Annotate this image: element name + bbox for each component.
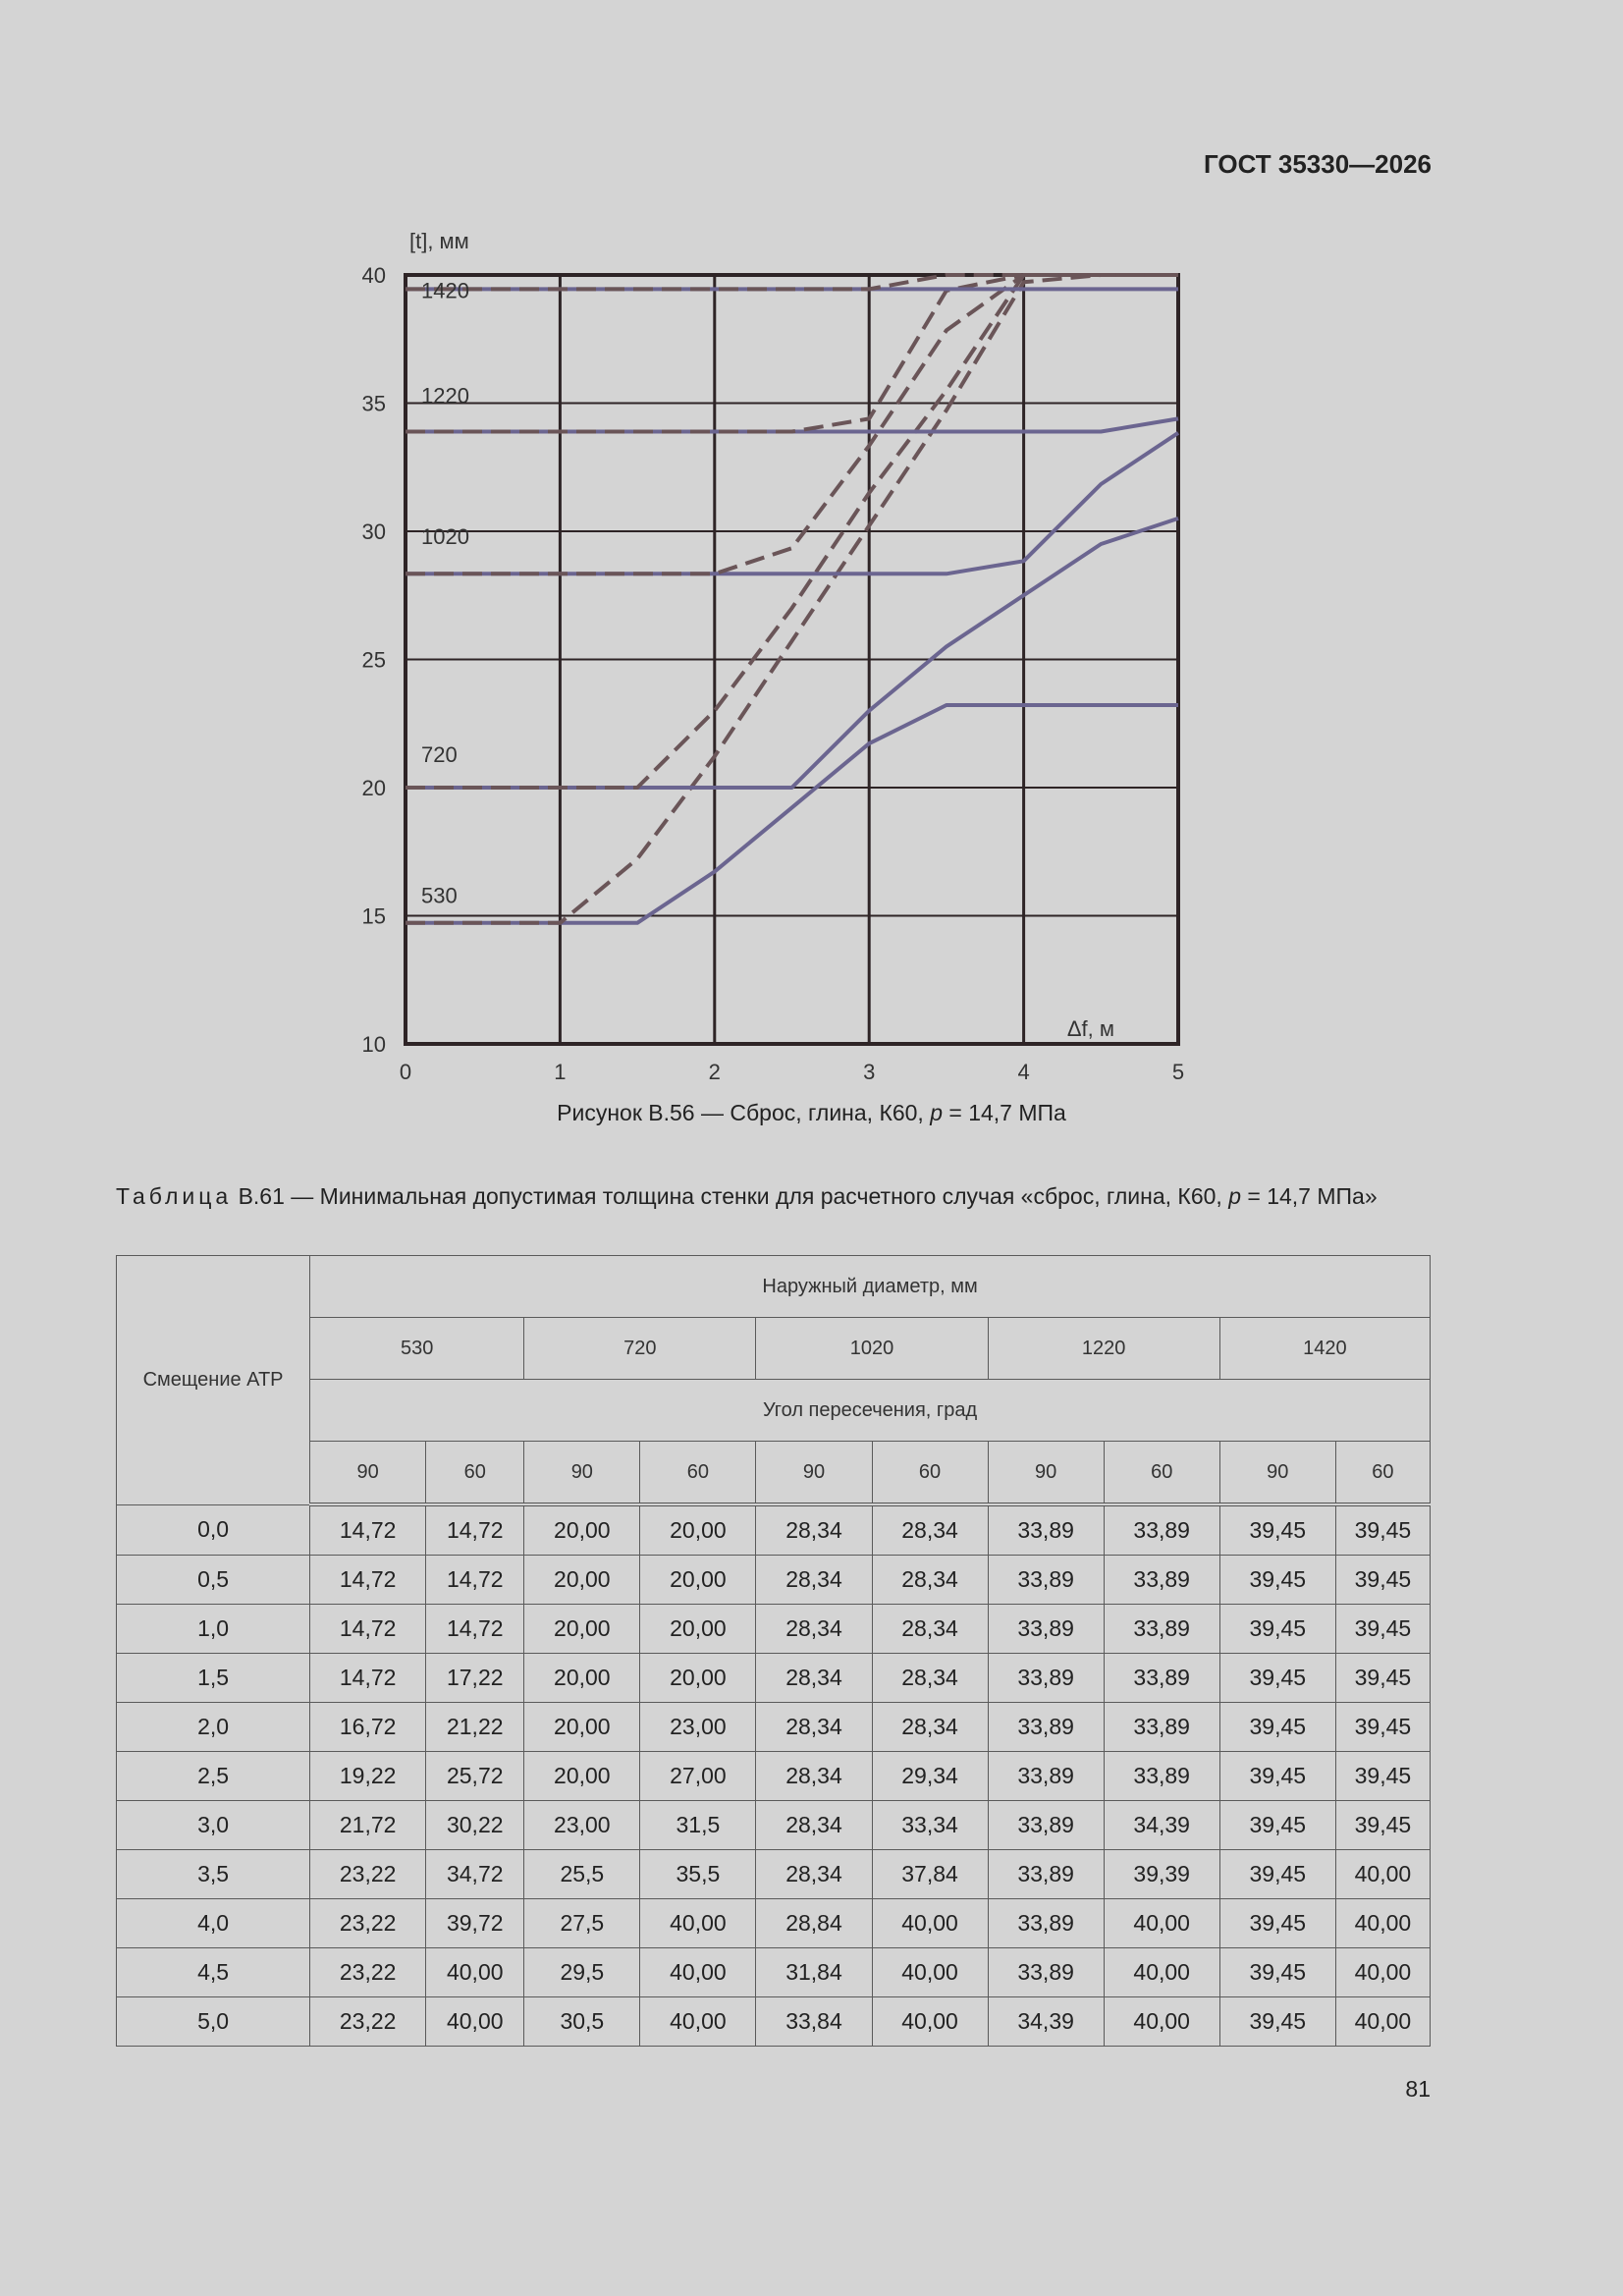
thickness-cell: 34,39 xyxy=(988,1997,1104,2047)
thickness-cell: 33,89 xyxy=(1104,1556,1219,1605)
thickness-cell: 39,45 xyxy=(1335,1801,1430,1850)
x-tick-label: 1 xyxy=(554,1060,567,1084)
diameter-annotation: 530 xyxy=(421,883,458,908)
table-row xyxy=(117,1948,1431,1997)
thickness-cell: 33,89 xyxy=(1104,1504,1219,1556)
table-row xyxy=(117,1703,1431,1752)
table-row xyxy=(117,1850,1431,1899)
series-line-60 xyxy=(406,275,1178,289)
thickness-cell: 20,00 xyxy=(640,1605,756,1654)
x-tick-label: 5 xyxy=(1171,1060,1185,1084)
header-diameter-1420: 1420 xyxy=(1219,1318,1430,1380)
thickness-cell: 33,89 xyxy=(1104,1703,1219,1752)
y-tick-label: 15 xyxy=(361,903,386,929)
thickness-cell: 33,89 xyxy=(988,1850,1104,1899)
header-angle-cell: 90 xyxy=(988,1442,1104,1505)
table-row xyxy=(117,1654,1431,1703)
thickness-cell: 20,00 xyxy=(640,1654,756,1703)
thickness-cell: 28,34 xyxy=(756,1605,872,1654)
thickness-cell: 14,72 xyxy=(426,1556,524,1605)
thickness-cell: 40,00 xyxy=(872,1899,988,1948)
thickness-cell: 39,72 xyxy=(426,1899,524,1948)
header-angle-cell: 90 xyxy=(310,1442,426,1505)
offset-cell: 5,0 xyxy=(117,1997,310,2047)
thickness-cell: 40,00 xyxy=(872,1997,988,2047)
thickness-cell: 39,45 xyxy=(1219,1850,1335,1899)
thickness-cell: 20,00 xyxy=(640,1556,756,1605)
header-angle-cell: 90 xyxy=(524,1442,640,1505)
y-axis-label: [t], мм xyxy=(409,229,469,253)
x-tick-label: 2 xyxy=(708,1060,721,1084)
diameter-annotation: 720 xyxy=(421,741,458,767)
header-diameter-530: 530 xyxy=(310,1318,524,1380)
thickness-table xyxy=(116,1255,1431,2047)
x-axis-label: Δf, м xyxy=(1066,1016,1114,1041)
table-row xyxy=(117,1801,1431,1850)
thickness-cell: 23,22 xyxy=(310,1899,426,1948)
thickness-cell: 14,72 xyxy=(310,1605,426,1654)
thickness-cell: 40,00 xyxy=(1335,1850,1430,1899)
thickness-cell: 28,34 xyxy=(872,1703,988,1752)
thickness-cell: 17,22 xyxy=(426,1654,524,1703)
thickness-cell: 33,89 xyxy=(988,1899,1104,1948)
header-angle: Угол пересечения, град xyxy=(310,1380,1431,1442)
table-row xyxy=(117,1504,1431,1556)
offset-cell: 1,0 xyxy=(117,1605,310,1654)
header-angle-cell: 90 xyxy=(756,1442,872,1505)
thickness-cell: 34,72 xyxy=(426,1850,524,1899)
thickness-cell: 39,45 xyxy=(1335,1504,1430,1556)
thickness-cell: 21,72 xyxy=(310,1801,426,1850)
thickness-cell: 20,00 xyxy=(524,1654,640,1703)
thickness-cell: 20,00 xyxy=(524,1605,640,1654)
thickness-cell: 40,00 xyxy=(1104,1899,1219,1948)
thickness-cell: 40,00 xyxy=(1335,1948,1430,1997)
thickness-cell: 33,89 xyxy=(988,1605,1104,1654)
thickness-cell: 40,00 xyxy=(640,1899,756,1948)
thickness-cell: 28,34 xyxy=(756,1654,872,1703)
thickness-cell: 14,72 xyxy=(310,1504,426,1556)
table-caption-text-end: = 14,7 МПа» xyxy=(1240,1183,1378,1209)
thickness-cell: 28,34 xyxy=(756,1556,872,1605)
thickness-cell: 28,34 xyxy=(756,1850,872,1899)
thickness-cell: 39,45 xyxy=(1219,1605,1335,1654)
thickness-cell: 40,00 xyxy=(640,1997,756,2047)
table-caption xyxy=(116,1181,1431,1212)
thickness-cell: 28,34 xyxy=(756,1703,872,1752)
y-tick-label: 20 xyxy=(361,776,386,800)
thickness-cell: 28,34 xyxy=(872,1605,988,1654)
offset-cell: 3,5 xyxy=(117,1850,310,1899)
thickness-cell: 40,00 xyxy=(872,1948,988,1997)
table-row xyxy=(117,1556,1431,1605)
thickness-cell: 39,45 xyxy=(1219,1556,1335,1605)
thickness-cell: 39,45 xyxy=(1335,1654,1430,1703)
thickness-cell: 33,89 xyxy=(988,1556,1104,1605)
thickness-cell: 16,72 xyxy=(310,1703,426,1752)
chart-annotations xyxy=(421,278,469,907)
page-number: 81 xyxy=(1405,2076,1431,2102)
offset-cell: 4,0 xyxy=(117,1899,310,1948)
caption-text: Рисунок В.56 — Сброс, глина, К60, xyxy=(557,1100,931,1125)
thickness-cell: 40,00 xyxy=(426,1997,524,2047)
thickness-cell: 40,00 xyxy=(1335,1899,1430,1948)
y-tick-label: 40 xyxy=(361,263,386,288)
thickness-cell: 30,22 xyxy=(426,1801,524,1850)
thickness-cell: 39,45 xyxy=(1219,1654,1335,1703)
diameter-annotation: 1420 xyxy=(421,278,469,303)
diameter-annotation: 1020 xyxy=(421,524,469,550)
thickness-cell: 33,89 xyxy=(1104,1605,1219,1654)
series-line-60 xyxy=(406,275,1178,432)
thickness-cell: 28,34 xyxy=(872,1504,988,1556)
thickness-cell: 28,34 xyxy=(756,1801,872,1850)
header-diameter: Наружный диаметр, мм xyxy=(310,1256,1431,1318)
figure-caption xyxy=(0,1100,1623,1126)
x-tick-label: 0 xyxy=(399,1060,412,1084)
thickness-cell: 37,84 xyxy=(872,1850,988,1899)
thickness-cell: 39,45 xyxy=(1219,1801,1335,1850)
thickness-cell: 25,5 xyxy=(524,1850,640,1899)
thickness-cell: 33,84 xyxy=(756,1997,872,2047)
header-angle-cell: 60 xyxy=(1104,1442,1219,1505)
header-offset: Смещение АТР xyxy=(117,1256,310,1505)
thickness-cell: 19,22 xyxy=(310,1752,426,1801)
thickness-cell: 30,5 xyxy=(524,1997,640,2047)
chart-series xyxy=(406,275,1178,923)
thickness-cell: 20,00 xyxy=(524,1752,640,1801)
thickness-cell: 29,34 xyxy=(872,1752,988,1801)
thickness-cell: 33,34 xyxy=(872,1801,988,1850)
table-row xyxy=(117,1899,1431,1948)
caption-text-end: = 14,7 МПа xyxy=(943,1100,1066,1125)
table-caption-p: p xyxy=(1228,1183,1241,1209)
thickness-cell: 28,34 xyxy=(756,1752,872,1801)
offset-cell: 0,0 xyxy=(117,1504,310,1556)
thickness-cell: 40,00 xyxy=(426,1948,524,1997)
thickness-cell: 33,89 xyxy=(1104,1654,1219,1703)
header-diameter-720: 720 xyxy=(524,1318,756,1380)
thickness-cell: 14,72 xyxy=(310,1654,426,1703)
thickness-cell: 40,00 xyxy=(1104,1948,1219,1997)
wall-thickness-chart xyxy=(339,221,1213,1095)
thickness-cell: 23,00 xyxy=(524,1801,640,1850)
header-angle-cell: 60 xyxy=(426,1442,524,1505)
thickness-cell: 39,39 xyxy=(1104,1850,1219,1899)
thickness-cell: 33,89 xyxy=(988,1948,1104,1997)
thickness-cell: 28,84 xyxy=(756,1899,872,1948)
thickness-cell: 14,72 xyxy=(426,1504,524,1556)
thickness-cell: 39,45 xyxy=(1219,1752,1335,1801)
x-tick-label: 3 xyxy=(863,1060,876,1084)
offset-cell: 1,5 xyxy=(117,1654,310,1703)
thickness-cell: 39,45 xyxy=(1335,1703,1430,1752)
table-body xyxy=(117,1504,1431,2047)
header-angle-cell: 60 xyxy=(640,1442,756,1505)
angle-row xyxy=(117,1442,1431,1505)
series-line-90 xyxy=(406,433,1178,574)
header-angle-cell: 60 xyxy=(872,1442,988,1505)
header-angle-cell: 60 xyxy=(1335,1442,1430,1505)
diameter-annotation: 1220 xyxy=(421,383,469,409)
thickness-cell: 39,45 xyxy=(1219,1997,1335,2047)
offset-cell: 2,5 xyxy=(117,1752,310,1801)
series-line-90 xyxy=(406,519,1178,788)
series-line-90 xyxy=(406,705,1178,923)
thickness-cell: 14,72 xyxy=(426,1605,524,1654)
thickness-cell: 40,00 xyxy=(1335,1997,1430,2047)
caption-p: p xyxy=(930,1100,943,1125)
thickness-cell: 33,89 xyxy=(988,1703,1104,1752)
thickness-cell: 31,84 xyxy=(756,1948,872,1997)
thickness-cell: 20,00 xyxy=(524,1703,640,1752)
series-line-60 xyxy=(406,275,1178,923)
thickness-cell: 28,34 xyxy=(756,1504,872,1556)
thickness-cell: 27,5 xyxy=(524,1899,640,1948)
thickness-cell: 39,45 xyxy=(1335,1605,1430,1654)
thickness-cell: 39,45 xyxy=(1219,1703,1335,1752)
thickness-cell: 23,22 xyxy=(310,1850,426,1899)
thickness-cell: 35,5 xyxy=(640,1850,756,1899)
thickness-cell: 33,89 xyxy=(988,1504,1104,1556)
offset-cell: 2,0 xyxy=(117,1703,310,1752)
y-tick-label: 30 xyxy=(361,519,386,544)
thickness-cell: 33,89 xyxy=(1104,1752,1219,1801)
thickness-cell: 20,00 xyxy=(524,1504,640,1556)
x-tick-label: 4 xyxy=(1017,1060,1030,1084)
offset-cell: 0,5 xyxy=(117,1556,310,1605)
offset-cell: 3,0 xyxy=(117,1801,310,1850)
thickness-cell: 20,00 xyxy=(640,1504,756,1556)
thickness-cell: 20,00 xyxy=(524,1556,640,1605)
thickness-cell: 34,39 xyxy=(1104,1801,1219,1850)
thickness-cell: 23,22 xyxy=(310,1948,426,1997)
table-caption-text: В.61 — Минимальная допустимая толщина стенки для расчетного случая «сброс, глина, К60, xyxy=(232,1183,1229,1209)
table-caption-word: Таблица xyxy=(116,1183,233,1209)
y-tick-label: 25 xyxy=(361,647,386,673)
thickness-cell: 39,45 xyxy=(1219,1899,1335,1948)
table-row xyxy=(117,1752,1431,1801)
thickness-cell: 28,34 xyxy=(872,1556,988,1605)
thickness-cell: 33,89 xyxy=(988,1801,1104,1850)
chart-grid xyxy=(406,275,1178,1044)
table-row xyxy=(117,1997,1431,2047)
thickness-cell: 33,89 xyxy=(988,1752,1104,1801)
series-line-60 xyxy=(406,275,1178,574)
thickness-cell: 23,00 xyxy=(640,1703,756,1752)
thickness-cell: 27,00 xyxy=(640,1752,756,1801)
thickness-cell: 39,45 xyxy=(1219,1948,1335,1997)
chart-ticks xyxy=(362,263,1185,1084)
thickness-cell: 21,22 xyxy=(426,1703,524,1752)
thickness-cell: 39,45 xyxy=(1335,1556,1430,1605)
thickness-cell: 25,72 xyxy=(426,1752,524,1801)
thickness-cell: 28,34 xyxy=(872,1654,988,1703)
header-angle-cell: 90 xyxy=(1219,1442,1335,1505)
table-row xyxy=(117,1605,1431,1654)
thickness-cell: 39,45 xyxy=(1219,1504,1335,1556)
y-tick-label: 35 xyxy=(361,391,386,416)
thickness-cell: 40,00 xyxy=(1104,1997,1219,2047)
offset-cell: 4,5 xyxy=(117,1948,310,1997)
thickness-cell: 39,45 xyxy=(1335,1752,1430,1801)
header-diameter-1020: 1020 xyxy=(756,1318,988,1380)
thickness-cell: 40,00 xyxy=(640,1948,756,1997)
thickness-cell: 33,89 xyxy=(988,1654,1104,1703)
thickness-cell: 29,5 xyxy=(524,1948,640,1997)
thickness-cell: 31,5 xyxy=(640,1801,756,1850)
header-diameter-1220: 1220 xyxy=(988,1318,1219,1380)
y-tick-label: 10 xyxy=(361,1032,386,1057)
document-code: ГОСТ 35330—2026 xyxy=(1204,149,1432,179)
thickness-cell: 14,72 xyxy=(310,1556,426,1605)
thickness-cell: 23,22 xyxy=(310,1997,426,2047)
